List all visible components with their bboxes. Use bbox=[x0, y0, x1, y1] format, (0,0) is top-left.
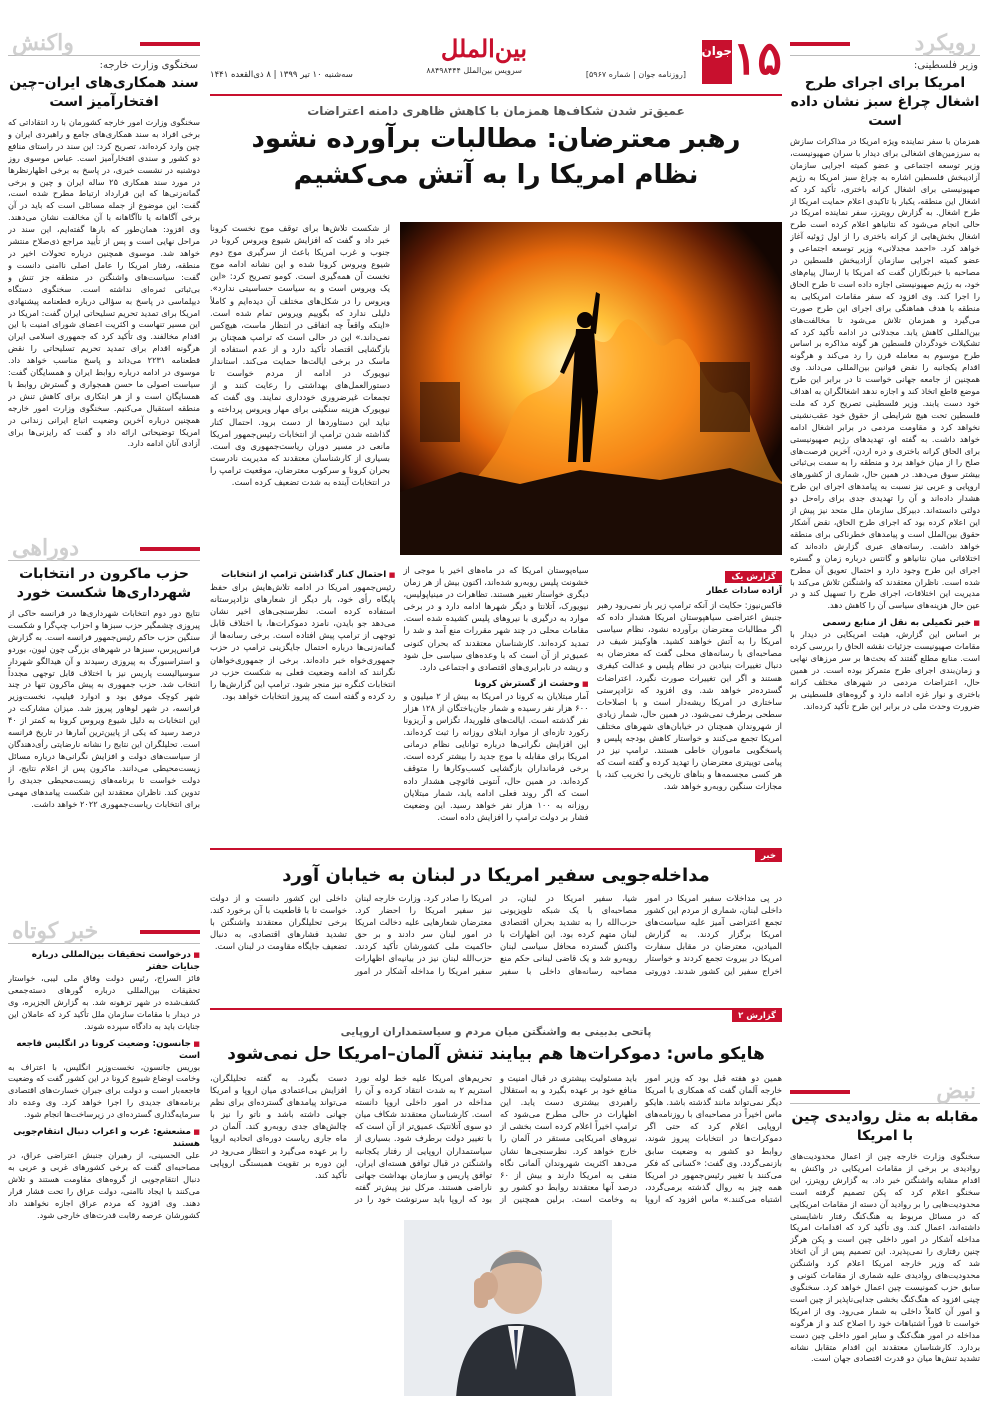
section-bar bbox=[790, 1090, 850, 1094]
section-name: بین‌الملل bbox=[440, 34, 527, 63]
left-column bbox=[8, 30, 200, 1396]
brief-body: علی الحسینی، از رهبران جنبش اعتراضی عراق، در مصاحبه‌ای گفت که برخی کشورهای غربی و عربی به دنبال انتقام‌جویی از گروه‌های مقاومت هستند و تلاش می‌کنند با ایجاد ناامنی، دولت عراق را تحت فشار قرار دهند. وی افزود که مردم عراق اجازه نخواهند داد کشورشان عرصه رقابت قدرت‌های خارجی شود. bbox=[8, 1150, 200, 1220]
section-title: دوراهی bbox=[12, 535, 80, 561]
report-tag: گزارش ۲ bbox=[732, 1010, 782, 1022]
article-headline: مقابله به مثل روادیدی چین با امریکا bbox=[791, 1109, 979, 1144]
lead-columns bbox=[210, 564, 782, 842]
story3-kicker: پاتحی بدبینی به واشنگتن میان مردم و سیاستمداران اروپایی bbox=[340, 1026, 652, 1038]
section-title: رویکرد bbox=[914, 30, 976, 56]
section-header-right-2 bbox=[790, 1078, 980, 1104]
main-content bbox=[210, 30, 782, 1396]
heiko-maas-photo bbox=[404, 1220, 612, 1396]
lead-column-3 bbox=[210, 564, 395, 842]
lead-kicker: عمیق‌تر شدن شکاف‌ها همزمان با کاهش ظاهری دامنه اعتراضات bbox=[307, 104, 685, 118]
article-subheading: ■ خبر تکمیلی به نقل از منابع رسمی bbox=[790, 617, 980, 629]
article-headline: سند همکاری‌های ایران–چین افتخارآمیز است bbox=[9, 75, 199, 110]
section-header-left-3 bbox=[8, 918, 200, 944]
report-tag: گزارش یک bbox=[725, 571, 782, 583]
article-body: از شکست تلاش‌ها برای توقف موج نخست کرونا خبر داد و گفت که افزایش شیوع ویروس کرونا در جنوب و غرب امریکا باعث از سرگیری موج دوم شیوع ویروس کرونا شده و این نشانه ادامه موج نخست آن همه‌گیری است. کومو تصریح کرد: «این یک ویروس است و به سیاست حساسیتی ندارد». ویروس را در شکل‌های مختلف آن دیده‌ایم و کاملاً دلیلی ندارد که بگوییم ویروس تمام شده است. «اینکه واقعاً چه اتفاقی در انتظار ماست، هیچ‌کس نمی‌داند.» این در حالی است که ترامپ همچنان بر بازگشایی اقتصاد تأکید دارد و از عدم استفاده از ماسک در برخی ایالت‌ها حمایت می‌کند. استاندار نیویورک در ادامه از مردم خواست تا دستورالعمل‌های بهداشتی را رعایت کنند و از تجمعات غیرضروری خودداری نمایند. وی گفت که نیویورک هزینه سنگینی برای مهار ویروس پرداخته و نباید این دستاوردها از دست برود. احتمال کنار گذاشته شدن ترامپ از انتخابات رئیس‌جمهور امریکا مانعی در مسیر دوران ریاست‌جمهوری وی است. بسیاری از کارشناسان معتقدند که مدیریت نادرست بحران کرونا و سرکوب معترضان، موقعیت ترامپ را در انتخابات آینده به شدت تضعیف کرده است. bbox=[210, 223, 390, 487]
logo-text: جوان bbox=[702, 40, 732, 84]
article-body: در پی مداخلات سفیر امریکا در امور داخلی لبنان، شماری از مردم این کشور تجمع اعتراضی آمیز علیه سیاست‌های امریکا برگزار کردند. به گزارش المیادین، معترضان در مقابل سفارت امریکا در بیروت تجمع کردند و خواستار اخراج سفیر این کشور شدند. دوروتی شیا، سفیر امریکا در لبنان، در مصاحبه‌ای با یک شبکه تلویزیونی حزب‌الله را به تشدید بحران اقتصادی لبنان متهم کرده بود. این اظهارات با واکنش گسترده محافل سیاسی لبنان روبه‌رو شد و یک قاضی لبنانی حکم منع مصاحبه رسانه‌های داخلی با سفیر امریکا را صادر کرد. وزارت خارجه لبنان نیز سفیر امریکا را احضار کرد. معترضان شعارهایی علیه دخالت امریکا در امور لبنان سر دادند و بر حق حاکمیت ملی کشورشان تأکید کردند. حزب‌الله لبنان نیز در بیانیه‌ای اظهارات سفیر امریکا را مداخله آشکار در امور داخلی این کشور دانست و از دولت خواست تا با قاطعیت با آن برخورد کند. برخی تحلیلگران معتقدند واشنگتن با تشدید فشارهای اقتصادی، به دنبال تضعیف جایگاه مقاومت در لبنان است. bbox=[210, 893, 782, 976]
lead-column-1 bbox=[597, 564, 782, 842]
article-body: آمار مبتلایان به کرونا در امریکا به بیش از ۲ میلیون و ۶۰۰ هزار نفر رسیده و شمار جان‌باختگان از ۱۲۸ هزار نفر گذشته است. ایالت‌های فلوریدا، تگزاس و آریزونا رکورد تازه‌ای از موارد ابتلای روزانه را ثبت کرده‌اند. این افزایش نگرانی‌ها درباره توانایی نظام درمانی امریکا برای مقابله با موج جدید را بیشتر کرده است. برخی فرمانداران بازگشایی کسب‌وکارها را متوقف کرده‌اند. در همین حال، آنتونی فائوچی هشدار داده است که اگر روند فعلی ادامه یابد، شمار مبتلایان روزانه به ۱۰۰ هزار نفر خواهد رسید. این وضعیت فشار بر دولت ترامپ را افزایش داده است. bbox=[403, 690, 589, 822]
section-bar bbox=[790, 42, 850, 46]
article-body: همزمان با سفر نماینده ویژه امریکا در مذاکرات سازش به سرزمین‌های اشغالی برای دیدار با سران صهیونیست، وزیر توسعه اجتماعی و عضو کمیته اجرایی سازمان آزادیبخش فلسطین اشاره به چراغ سبز امریکا به رژیم صهیونیستی برای اشغال کرانه باختری، تأکید کرد که اشغال این منطقه، یکبار با تاکیدی اعلام حمایت امریکا از طرح اشغال. به گزارش رویترز، سفر نماینده امریکا در حالی انجام می‌شود که نتانیاهو اعلام کرده است طرح اشغال بخش‌هایی از کرانه باختری را از اول ژوئیه آغاز خواهد کرد. «احمد مجدلانی» وزیر توسعه اجتماعی و عضو کمیته اجرایی سازمان آزادیبخش فلسطین در مصاحبه با خبرنگاران گفت که امریکا با ارسال پیام‌های خود، به رژیم صهیونیستی اجازه داده است تا طرح الحاق را اجرا کند. وی افزود که سفر مقامات امریکایی به منطقه با هدف هماهنگی برای اجرای این طرح صورت می‌گیرد و همزمان تلاش می‌شود تا مخالفت‌های بین‌المللی کاهش یابد. مجدلانی در ادامه تأکید کرد که تشکیلات خودگردان فلسطین هر گونه مذاکره بر اساس طرح موسوم به معامله قرن را رد می‌کند و هرگونه اقدام یکجانبه را نقض قوانین بین‌المللی می‌داند. وی همچنین از جامعه جهانی خواست تا در برابر این طرح موضع قاطع اتخاذ کند و اجازه ندهد اشغالگران به اهداف خود دست یابند. وزیر فلسطینی تصریح کرد که ملت فلسطین تحت هیچ شرایطی از حقوق خود عقب‌نشینی نخواهد کرد و مقاومت مردمی در برابر اشغال ادامه خواهد داشت. به گفته او، تهدیدهای رژیم صهیونیستی برای الحاق کرانه باختری و دره اردن، آخرین فرصت‌های صلح را از میان خواهد برد و منطقه را به سمت بی‌ثباتی بیشتر سوق می‌دهد. در همین حال، شماری از کشورهای اروپایی و عربی نیز نسبت به پیامدهای اجرای این طرح هشدار داده‌اند و آن را تهدیدی جدی برای راه‌حل دو دولتی دانسته‌اند. دبیرکل سازمان ملل متحد نیز پیش از این اعلام کرده بود که اجرای طرح الحاق، نقض آشکار حقوق بین‌الملل است و پیامدهای خطرناکی برای منطقه خواهد داشت. رسانه‌های عبری گزارش داده‌اند که اختلافاتی میان نتانیاهو و گانتس درباره زمان و گستره اجرای این طرح وجود دارد و احتمال تعویق آن مطرح شده است. ناظران معتقدند که واشنگتن تلاش می‌کند با مدیریت این اختلافات، اجرای طرح را تسهیل کند و در عین حال هزینه‌های سیاسی آن را کاهش دهد. bbox=[790, 136, 980, 611]
news-tag: خبر bbox=[755, 850, 782, 862]
right-bottom-box bbox=[790, 1078, 980, 1365]
lead-photo-fire bbox=[400, 222, 782, 555]
brief-body: بوریس جانسون، نخست‌وزیر انگلیس، با اعتراف به وخامت اوضاع شیوع کرونا در این کشور گفت که وضعیت فاجعه‌بار است و دولت برای جبران خسارت‌های اقتصادی برنامه‌های جدیدی را اجرا خواهد کرد. وی وعده داد سرمایه‌گذاری گسترده‌ای در زیرساخت‌ها انجام شود. bbox=[8, 1061, 200, 1120]
story3-tag-row bbox=[210, 1008, 782, 1022]
issue-number: [روزنامه جوان | شماره ۵۹۶۷] bbox=[585, 70, 686, 79]
section-bar bbox=[140, 547, 200, 551]
article-body: همین دو هفته قبل بود که وزیر امور خارجه آلمان گفت که همکاری با امریکا دیگر نمی‌تواند مانند گذشته باشد. هایکو ماس اخیراً در مصاحبه‌ای با روزنامه‌های اروپایی اعلام کرد که حتی اگر دموکرات‌ها در انتخابات پیروز شوند، روابط دو کشور به وضعیت سابق بازنمی‌گردد. وی گفت: «کسانی که فکر می‌کنند با تغییر رئیس‌جمهور در امریکا همه چیز به روال گذشته برمی‌گردد، اشتباه می‌کنند.» ماس افزود که اروپا باید مسئولیت بیشتری در قبال امنیت و منافع خود بر عهده بگیرد و به استقلال راهبردی بیشتری دست یابد. این اظهارات در حالی مطرح می‌شود که ترامپ اخیراً اعلام کرده است بخشی از نیروهای امریکایی مستقر در آلمان را خارج خواهد کرد. نظرسنجی‌ها نشان می‌دهد اکثریت شهروندان آلمانی نگاه منفی به امریکا دارند و بیش از ۶۰ درصد آنها معتقدند روابط دو کشور رو به وخامت است. برلین همچنین از تحریم‌های امریکا علیه خط لوله نورد استریم ۲ به شدت انتقاد کرده و آن را مداخله در امور داخلی اروپا دانسته است. کارشناسان معتقدند شکاف میان دو سوی آتلانتیک عمیق‌تر از آن است که با تغییر دولت برطرف شود. بسیاری از سیاستمداران اروپایی از رفتار یکجانبه واشنگتن در قبال توافق هسته‌ای ایران، توافق پاریس و سازمان بهداشت جهانی ناراضی هستند. مرکل نیز پیش‌تر گفته بود که اروپا باید سرنوشت خود را در دست بگیرد. به گفته تحلیلگران، افزایش بی‌اعتمادی میان اروپا و امریکا می‌تواند پیامدهای گسترده‌ای برای نظم جهانی داشته باشد و ناتو را نیز با چالش‌های جدی روبه‌رو کند. آلمان در ماه جاری ریاست دوره‌ای اتحادیه اروپا را بر عهده می‌گیرد و انتظار می‌رود در این دوره بر تقویت همبستگی اروپایی تأکید کند. bbox=[210, 1073, 782, 1204]
article-body: رئیس‌جمهور امریکا در ادامه تلاش‌هایش برای حفظ پایگاه رأی خود، بار دیگر از شعارهای نژادپرستانه استفاده کرده است. نظرسنجی‌های اخیر نشان می‌دهد جو بایدن، نامزد دموکرات‌ها، با اختلاف قابل توجهی از ترامپ پیش افتاده است. برخی رسانه‌ها از گمانه‌زنی‌ها درباره احتمال جایگزینی ترامپ در حزب جمهوری‌خواه خبر داده‌اند. برخی از جمهوری‌خواهان نگرانند که ادامه وضعیت فعلی به شکست حزب در انتخابات کنگره نیز منجر شود. ترامپ این گزارش‌ها را رد کرده و گفته است که پیروز انتخابات خواهد بود. bbox=[210, 582, 396, 701]
lead-headline-2: نظام امریکا را به آتش می‌کشیم bbox=[293, 160, 699, 190]
left-bottom-box bbox=[8, 918, 200, 1222]
article-kicker: سخنگوی وزارت خارجه: bbox=[99, 60, 198, 71]
person-photo-illustration bbox=[404, 1220, 612, 1396]
page-number: ۱۵ bbox=[732, 31, 782, 85]
article-subheading: ■ وحشت از گسترش کرونا bbox=[403, 678, 588, 690]
section-bar bbox=[140, 42, 200, 46]
brief-body: فائز السراج، رئیس دولت وفاق ملی لیبی، خواستار تحقیقات بین‌المللی درباره گورهای دسته‌جمعی کشف‌شده در شهر ترهونه شد. به گزارش الجزیره، وی در دیدار با مقامات سازمان ملل تأکید کرد که عاملان این جنایات باید به دادگاه سپرده شوند. bbox=[8, 973, 200, 1031]
section-title: نبض bbox=[936, 1078, 976, 1104]
lead-text-left bbox=[210, 222, 390, 562]
section-header-left-2 bbox=[8, 535, 200, 561]
lead-column-2 bbox=[403, 564, 588, 842]
section-title: خبر کوتاه bbox=[12, 918, 99, 944]
article-headline: امریکا برای اجرای طرح اشغال چراغ سبز نشان داده است bbox=[790, 75, 980, 129]
section-header-left bbox=[8, 30, 200, 56]
lead-headline-1: رهبر معترضان: مطالبات برآورده نشود bbox=[251, 124, 741, 154]
article-body: سخنگوی وزارت امور خارجه کشورمان با رد انتقاداتی که برخی افراد به سند همکاری‌های جامع و راهبردی ایران و چین وارد کرده‌اند، تصریح کرد: این سند در راستای منافع دو کشور و سندی افتخارآمیز است. عباس موسوی روز دوشنبه در نشست خبری، در پاسخ به برخی اظهارنظرها در مورد سند همکاری ۲۵ ساله ایران و چین و برخی گمانه‌زنی‌ها که این قرارداد ارتباط مطرح شده است، گفت: این موضوع از جمله مسائلی است که باید در آن برخی آگاهانه یا ناآگاهانه با آن مخالفت نشان می‌دهند. وی افزود: همان‌طور که بارها گفته‌ایم، این سند در مراحل نهایی است و پس از تأیید مراجع ذی‌صلاح منتشر خواهد شد. موسوی همچنین درباره تحولات اخیر در منطقه، رفتار امریکا را عامل اصلی ناامنی دانست و گفت: سیاست‌های واشنگتن در منطقه جز تنش و بی‌ثباتی ثمره‌ای نداشته است. سخنگوی دستگاه دیپلماسی در پاسخ به سؤالی درباره قطعنامه پیشنهادی امریکا برای تمدید تحریم تسلیحاتی ایران گفت: امریکا در این مسیر تنهاست و اکثریت اعضای شورای امنیت با این اقدام مخالفند. وی تأکید کرد که جمهوری اسلامی ایران هرگونه اقدام برای تمدید تحریم تسلیحاتی را نقض قطعنامه ۲۲۳۱ می‌داند و پاسخ مناسب خواهد داد. موسوی در ادامه درباره روابط ایران و همسایگان گفت: سیاست اصولی ما حسن همجواری و گسترش روابط با همسایگان است و از هر ابتکاری برای کاهش تنش در منطقه استقبال می‌کنیم. سخنگوی وزارت امور خارجه همچنین درباره آخرین وضعیت اتباع ایرانی زندانی در امریکا توضیحاتی ارائه داد و گفت که رایزنی‌ها برای آزادی آنان ادامه دارد. bbox=[8, 117, 200, 449]
byline: آزاده سادات عطار bbox=[706, 586, 782, 596]
article-body: سخنگوی وزارت خارجه چین از اعمال محدودیت‌های روادیدی بر برخی از مقامات امریکایی در واکنش به اقدام مشابه واشنگتن خبر داد. به گزارش رویترز، این سخنگو اعلام کرد که پکن تصمیم گرفته است محدودیت‌هایی را بر روادید آن دسته از مقامات امریکایی که در مسائل مربوط به هنگ‌کنگ رفتار ناشایستی داشته‌اند، اعمال کند. وی تأکید کرد که اقدامات امریکا مداخله آشکار در امور داخلی چین است و پکن هرگز چنین رفتاری را نمی‌پذیرد. این تصمیم پس از آن اتخاذ شد که وزیر خارجه امریکا اعلام کرد واشنگتن محدودیت‌های روادیدی علیه شماری از مقامات کنونی و سابق حزب کمونیست چین اعمال خواهد کرد. سخنگوی چینی افزود که هنگ‌کنگ بخشی جدایی‌ناپذیر از چین است و امور آن کاملاً داخلی به شمار می‌رود. وی از امریکا خواست تا فوراً اشتباهات خود را اصلاح کند و از هرگونه مداخله در امور هنگ‌کنگ و سایر امور داخلی چین دست بردارد. کارشناسان معتقدند این اقدام متقابل نشانه تشدید تنش‌ها میان دو قدرت اقتصادی جهان است. bbox=[790, 1151, 980, 1364]
story2-headline: مداخله‌جویی سفیر امریکا در لبنان به خیابان آورد bbox=[282, 865, 710, 886]
brief-subheading: ■ درخواست تحقیقات بین‌المللی درباره جنایات حفتر bbox=[8, 949, 200, 973]
left-middle-box bbox=[8, 535, 200, 926]
article-body: نتایج دور دوم انتخابات شهرداری‌ها در فرانسه حاکی از پیروزی چشمگیر حزب سبزها و احزاب چپ‌گرا و شکست سنگین حزب حاکم رئیس‌جمهور فرانسه است. به گزارش فرانس‌پرس، سبزها در شهرهای بزرگی چون لیون، بوردو و استراسبورگ به پیروزی رسیدند و آن هیدالگو شهردار سوسیالیست پاریس نیز با اختلاف قابل توجهی مجدداً انتخاب شد. حزب جمهوری به پیش ماکرون تنها در چند شهر کوچک موفق بود و ادوارد فیلیپ، نخست‌وزیر فرانسه، در شهر لوهاور پیروز شد. میزان مشارکت در این انتخابات به دلیل شیوع ویروس کرونا به کمتر از ۴۰ درصد رسید که یکی از پایین‌ترین آمارها در تاریخ فرانسه است. تحلیلگران این نتایج را نشانه نارضایتی رأی‌دهندگان از سیاست‌های دولت و افزایش نگرانی‌ها درباره مسائل زیست‌محیطی می‌دانند. ماکرون پس از اعلام نتایج، از دولت خواست تا برنامه‌های زیست‌محیطی جدیدی را تدوین کند. ناظران معتقدند این شکست پیامدهای مهمی برای انتخابات ریاست‌جمهوری ۲۰۲۲ خواهد داشت. bbox=[8, 608, 200, 809]
brief-subheading: ■ مشعشع: غرب و اعراب دنبال انتقام‌جویی هستند bbox=[8, 1126, 200, 1150]
fire-illustration bbox=[400, 222, 782, 555]
story2-body bbox=[210, 892, 782, 1000]
section-subtitle: سرویس بین‌الملل ۸۸۴۹۸۴۴۴ bbox=[426, 66, 522, 75]
article-subheading: ■ احتمال کنار گذاشتن ترامپ از انتخابات bbox=[210, 569, 395, 581]
section-bar bbox=[140, 930, 200, 934]
story2-tag-row bbox=[210, 848, 782, 862]
issue-date: سه‌شنبه ۱۰ تیر ۱۳۹۹ | ۸ ذی‌القعده ۱۴۴۱ bbox=[210, 70, 353, 80]
section-title: واکنش bbox=[12, 30, 74, 56]
story3-headline: هایکو ماس: دموکرات‌ها هم بیایند تنش آلمان–امریکا حل نمی‌شود bbox=[227, 1044, 765, 1064]
article-body: سیاه‌پوستان امریکا که در ماه‌های اخیر با موجی از خشونت پلیس روبه‌رو شده‌اند، اکنون بیش از هر زمان دیگری خواستار تغییر هستند. تظاهرات در مینیاپولیس، نیویورک، آتلانتا و دیگر شهرها ادامه دارد و در برخی موارد به درگیری با نیروهای پلیس کشیده شده است. مقامات محلی در چند شهر مقررات منع آمد و شد را تمدید کرده‌اند. کارشناسان معتقدند که بحران کنونی عمیق‌تر از آن است که با وعده‌های سیاسی حل شود و ریشه در نابرابری‌های اقتصادی و اجتماعی دارد. bbox=[403, 565, 589, 672]
article-body: فاکس‌نیوز: حکایت از آنکه ترامپ زیر بار نمی‌رود رهبر جنبش اعتراضی سیاهپوستان امریکا هشدار داده که اگر مطالبات معترضان برآورده نشود، نظام سیاسی امریکا را به آتش خواهند کشید. هاوکینز شیف در مصاحبه‌ای با رسانه‌های محلی گفت که معترضان به دنبال تغییرات بنیادین در نظام پلیس و عدالت کیفری هستند و اگر این تغییرات صورت نگیرد، اعتراضات گسترده‌تر خواهد شد. وی افزود که نژادپرستی ساختاری در امریکا ریشه‌دار است و با اصلاحات سطحی برطرف نمی‌شود. در همین حال، شمار زیادی از شهروندان همچنان در خیابان‌های شهرهای مختلف امریکا تجمع می‌کنند و خواستار کاهش بودجه پلیس و پاسخگویی ماموران خاطی هستند. ترامپ نیز در پیامی توییتری معترضان را تهدید کرده و گفته است که هر کسی مجسمه‌ها و بناهای تاریخی را تخریب کند، با مجازات سنگین روبه‌رو خواهد شد. bbox=[596, 600, 782, 792]
article-headline: حزب ماکرون در انتخابات شهرداری‌ها شکست خورد bbox=[16, 566, 192, 601]
brief-subheading: ■ جانسون: وضعیت کرونا در انگلیس فاجعه است bbox=[8, 1038, 200, 1062]
article-kicker: وزیر فلسطینی: bbox=[913, 60, 978, 71]
section-header-right bbox=[790, 30, 980, 56]
right-column bbox=[790, 30, 980, 1396]
article-body-2: بر اساس این گزارش، هیئت امریکایی در دیدار با مقامات صهیونیست جزئیات نقشه الحاق را بررسی کرده است. منابع مطلع گفتند که بحث‌ها بر سر مرزهای نهایی و زمان‌بندی اجرای طرح متمرکز بوده است. در همین حال، اعتراضات مردمی در شهرهای مختلف کرانه باختری و نوار غزه ادامه دارد و گروه‌های فلسطینی بر ضرورت وحدت ملی در برابر این طرح تأکید کرده‌اند. bbox=[790, 629, 980, 711]
